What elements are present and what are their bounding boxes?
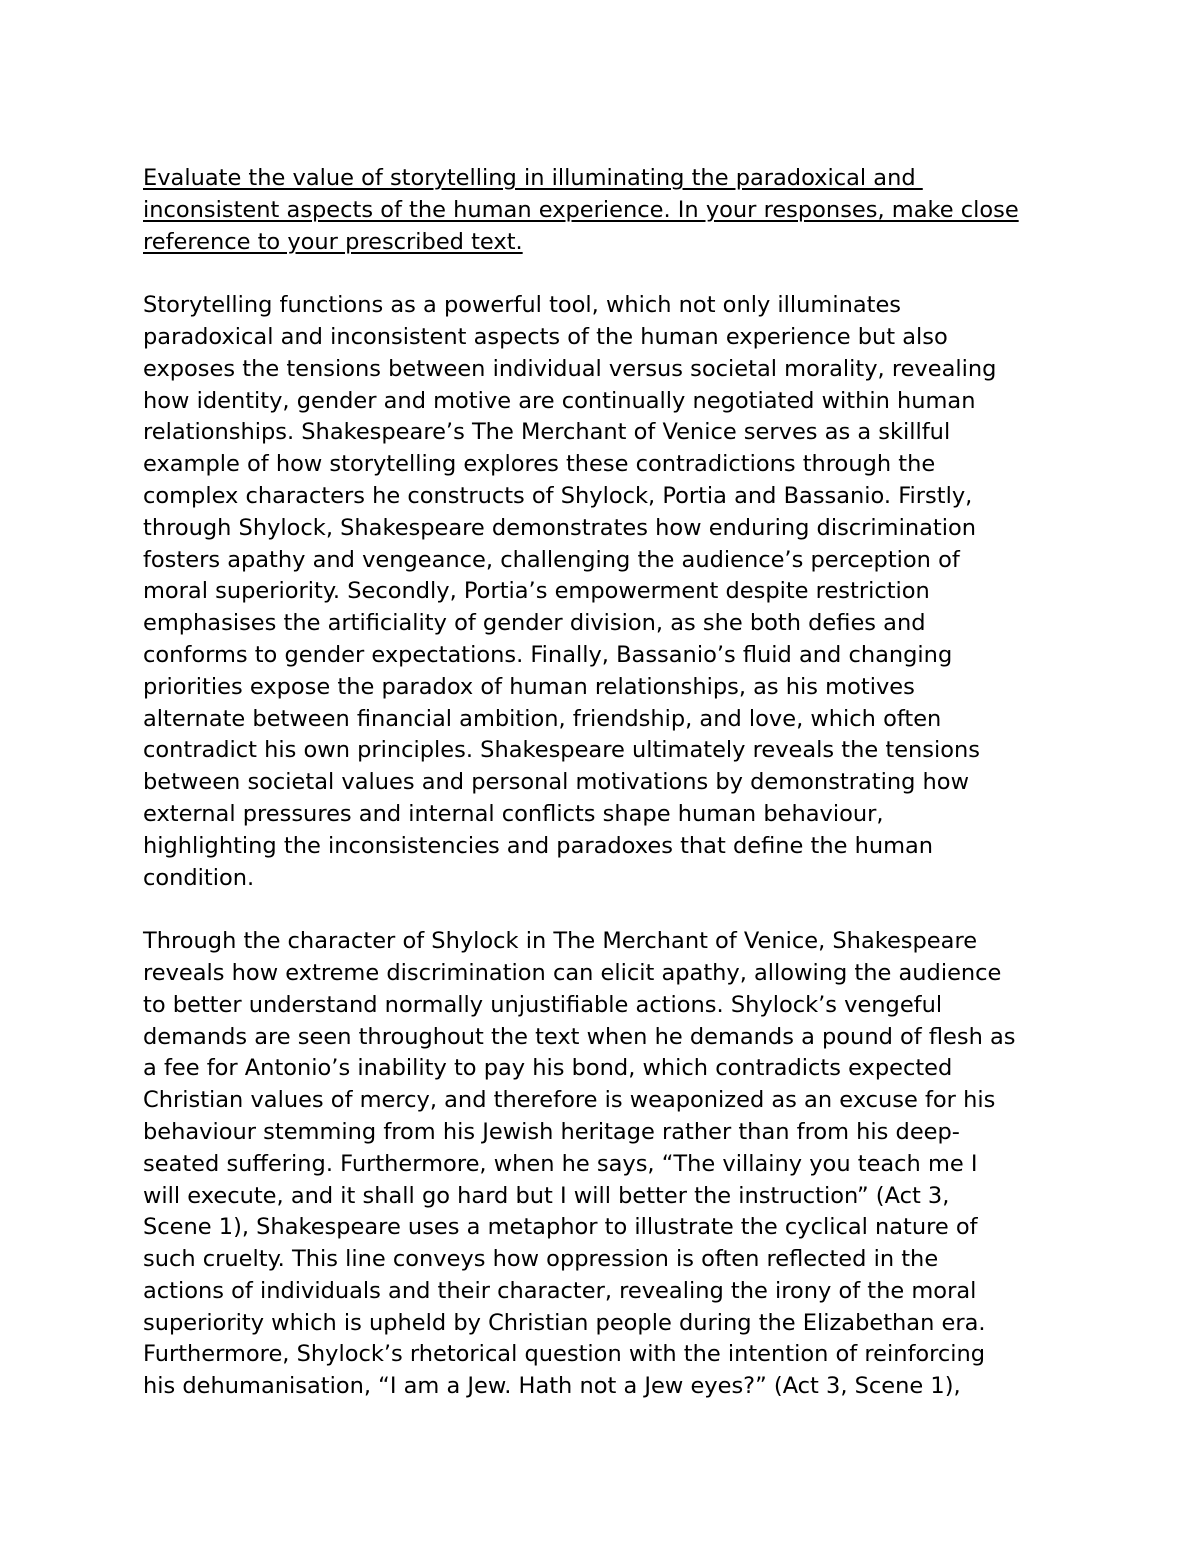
paragraph-line: seated suffering. Furthermore, when he says, “The villainy you teach me I <box>143 1150 978 1177</box>
paragraph-line: external pressures and internal conflicts shape human behaviour, <box>143 800 884 827</box>
paragraph-line: demands are seen throughout the text when he demands a pound of flesh as <box>143 1023 1016 1050</box>
paragraph-line: example of how storytelling explores these contradictions through the <box>143 451 936 478</box>
document-body <box>143 163 1083 1403</box>
paragraph-line: alternate between financial ambition, friendship, and love, which often <box>143 705 942 732</box>
paragraph-line: contradict his own principles. Shakespeare ultimately reveals the tensions <box>143 737 981 764</box>
paragraph-line: Scene 1), Shakespeare uses a metaphor to illustrate the cyclical nature of <box>143 1214 978 1241</box>
paragraph-line: Storytelling functions as a powerful tool, which not only illuminates <box>143 292 902 319</box>
paragraph-line: between societal values and personal motivations by demonstrating how <box>143 769 969 796</box>
paragraph-line: how identity, gender and motive are continually negotiated within human <box>143 387 976 414</box>
paragraph-line: highlighting the inconsistencies and paradoxes that define the human <box>143 832 934 859</box>
essay-question <box>143 163 1083 258</box>
paragraph-line: exposes the tensions between individual versus societal morality, revealing <box>143 355 997 382</box>
paragraph-line: behaviour stemming from his Jewish heritage rather than from his deep- <box>143 1118 960 1145</box>
paragraph-line: condition. <box>143 864 255 891</box>
paragraph-line: to better understand normally unjustifiable actions. Shylock’s vengeful <box>143 991 943 1018</box>
paragraph-line: Christian values of mercy, and therefore is weaponized as an excuse for his <box>143 1087 996 1114</box>
paragraph-line: reveals how extreme discrimination can elicit apathy, allowing the audience <box>143 959 1002 986</box>
paragraph-line: a fee for Antonio’s inability to pay his bond, which contradicts expected <box>143 1055 953 1082</box>
essay-question-line: reference to your prescribed text. <box>143 228 523 255</box>
paragraph-line: through Shylock, Shakespeare demonstrates how enduring discrimination <box>143 514 976 541</box>
paragraph-line: relationships. Shakespeare’s The Merchant of Venice serves as a skillful <box>143 419 951 446</box>
paragraph-line: Furthermore, Shylock’s rhetorical question with the intention of reinforcing <box>143 1341 986 1368</box>
body-paragraph-shylock <box>143 926 1083 1403</box>
paragraph-line: emphasises the artificiality of gender division, as she both defies and <box>143 610 926 637</box>
paragraph-line: will execute, and it shall go hard but I will better the instruction” (Act 3, <box>143 1182 950 1209</box>
essay-question-line: inconsistent aspects of the human experience. In your responses, make close <box>143 196 1019 223</box>
paragraph-line: superiority which is upheld by Christian people during the Elizabethan era. <box>143 1309 986 1336</box>
paragraph-line: such cruelty. This line conveys how oppression is often reflected in the <box>143 1246 939 1273</box>
essay-question-line: Evaluate the value of storytelling in illuminating the paradoxical and <box>143 165 923 191</box>
paragraph-line: priorities expose the paradox of human relationships, as his motives <box>143 673 915 700</box>
paragraph-line: actions of individuals and their character, revealing the irony of the moral <box>143 1277 977 1304</box>
paragraph-line: his dehumanisation, “I am a Jew. Hath not a Jew eyes?” (Act 3, Scene 1), <box>143 1373 961 1400</box>
paragraph-line: complex characters he constructs of Shylock, Portia and Bassanio. Firstly, <box>143 482 973 509</box>
paragraph-line: conforms to gender expectations. Finally, Bassanio’s fluid and changing <box>143 641 953 668</box>
paragraph-line: moral superiority. Secondly, Portia’s empowerment despite restriction <box>143 578 930 605</box>
paragraph-line: Through the character of Shylock in The Merchant of Venice, Shakespeare <box>143 928 978 955</box>
introduction-paragraph <box>143 290 1083 894</box>
paragraph-line: paradoxical and inconsistent aspects of the human experience but also <box>143 323 948 350</box>
paragraph-line: fosters apathy and vengeance, challenging the audience’s perception of <box>143 546 960 573</box>
